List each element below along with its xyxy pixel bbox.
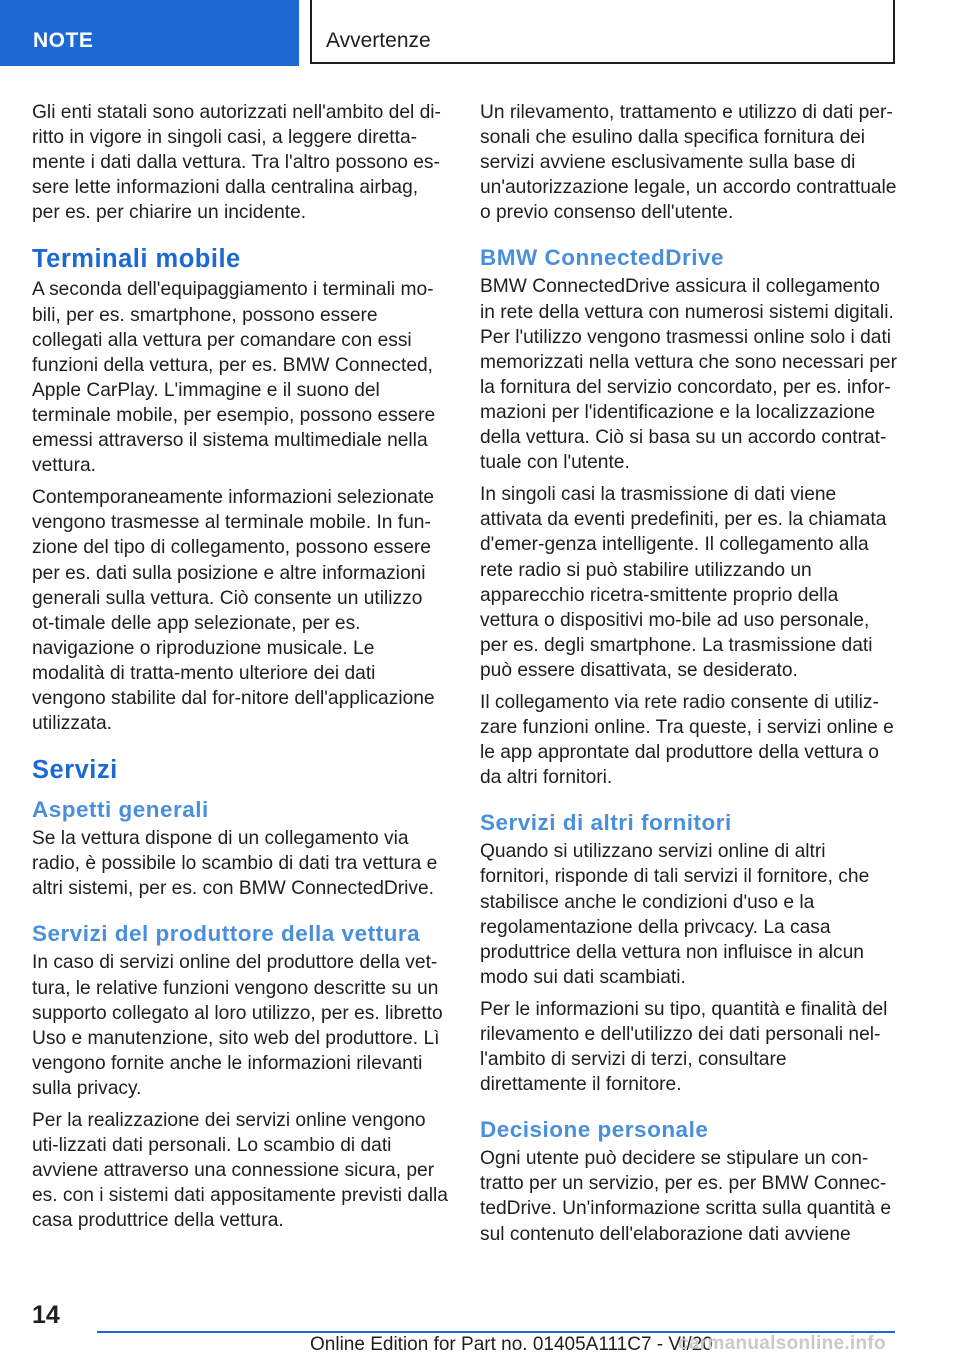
paragraph: Per le informazioni su tipo, quantità e finalità del rilevamento e dell'utilizzo dei dati personali nel-l'ambito di servizi di terzi, consultare direttamente il fornitore. bbox=[480, 998, 888, 1096]
paragraph: Il collegamento via rete radio consente di utiliz-zare funzioni online. Tra queste, i servizi online e le app approntate dal produttore della vettura o da altri fornitori. bbox=[480, 691, 894, 789]
heading-services: Servizi bbox=[32, 756, 118, 785]
subheading-general: Aspetti generali bbox=[32, 797, 209, 823]
paragraph: Per la realizzazione dei servizi online vengono uti-lizzati dati personali. Lo scambio di dati avviene attraverso una connessione sicura, per es. con i sistemi dati appositamente previsti dalla casa produttrice della vettura. bbox=[32, 1110, 448, 1232]
paragraph: Se la vettura dispone di un collegamento via radio, è possibile lo scambio di dati tra vettura e altri sistemi, per es. con BMW ConnectedDrive. bbox=[32, 828, 438, 900]
subheading-third-party-services: Servizi di altri fornitori bbox=[480, 810, 732, 836]
intro-paragraph: Gli enti statali sono autorizzati nell'ambito del di-ritto in vigore in singoli casi, a leggere diretta-mente i dati dalla vettura. Tra l'altro possono es-sere lette informazioni dalla centralina airbag, per es. per chiarire un incidente. bbox=[32, 102, 441, 224]
paragraph: BMW ConnectedDrive assicura il collegamento in rete della vettura con numerosi sistemi digitali. Per l'utilizzo vengono trasmessi online solo i dati memorizzati nella vettura che sono necessari per la fornitura del servizio concordato, per es. infor-mazioni per l'identificazione e la localizzazione della vettura. Ciò si basa su un accordo contrat-tuale con l'utente. bbox=[480, 276, 897, 474]
paragraph: In singoli casi la trasmissione di dati viene attivata da eventi predefiniti, per es. la chiamata d'emer-genza intelligente. Il collegamento alla rete radio si può stabilire utilizzando un apparecchio ricetra-smittente proprio della vettura o dispositivi mo-bile ad uso personale, per es. degli smartphone. La trasmissione dati può essere disattivata, se desiderato. bbox=[480, 484, 887, 681]
paragraph: A seconda dell'equipaggiamento i terminali mo-bili, per es. smartphone, possono essere collegati alla vettura per comandare con essi funzioni della vettura, per es. BMW Connected, Apple CarPlay. L'immagine e il suono del terminale mobile, per esempio, possono essere emessi attraverso il sistema multimediale nella vettura. bbox=[32, 279, 436, 477]
left-column bbox=[32, 100, 450, 1240]
page-header bbox=[0, 0, 960, 70]
right-column bbox=[480, 100, 898, 1254]
heading-mobile-terminals: Terminali mobile bbox=[32, 245, 241, 274]
edition-note: Online Edition for Part no. 01405A111C7 - VI/20 bbox=[310, 1334, 713, 1355]
subheading-manufacturer-services: Servizi del produttore della vettura bbox=[32, 921, 421, 947]
paragraph: Quando si utilizzano servizi online di altri fornitori, risponde di tali servizi il fornitore, che stabilisce anche le condizioni d'uso e la regolamentazione della privcacy. La casa produttrice della vettura non influisce in alcun modo sui dati scambiati. bbox=[480, 841, 870, 988]
subheading-personal-decision: Decisione personale bbox=[480, 1117, 709, 1143]
paragraph: In caso di servizi online del produttore della vet-tura, le relative funzioni vengono descritte su un supporto collegato al loro utilizzo, per es. libretto Uso e manutenzione, sito web del produttore. Lì vengono fornite anche le informazioni rilevanti sulla privacy. bbox=[32, 952, 443, 1099]
paragraph: Ogni utente può decidere se stipulare un con-tratto per un servizio, per es. per BMW Connec-tedDrive. Un'informazione scritta sulla quantità e sul contenuto dell'elaborazione dati avviene bbox=[480, 1148, 892, 1245]
paragraph: Contemporaneamente informazioni selezionate vengono trasmesse al terminale mobile. In fun-zione del tipo di collegamento, possono essere per es. dati sulla posizione e altre informazioni generali sulla vettura. Ciò consente un utilizzo ot-timale delle app selezionate, per es. navigazione o riproduzione musicale. Le modalità di tratta-mento ulteriore dei dati vengono stabilite dal for-nitore dell'applicazione utilizzata. bbox=[32, 487, 435, 735]
chapter-tab: NOTE bbox=[0, 0, 299, 66]
section-tab: Avvertenze bbox=[310, 0, 895, 64]
watermark: carmanualsonline.info bbox=[678, 1333, 886, 1354]
page-number: 14 bbox=[32, 1301, 60, 1329]
subheading-connected-drive: BMW ConnectedDrive bbox=[480, 245, 725, 271]
intro-paragraph: Un rilevamento, trattamento e utilizzo di dati per-sonali che esulino dalla specifica fornitura dei servizi avviene esclusivamente sulla base di un'autorizzazione legale, un accordo contrattuale o previo consenso dell'utente. bbox=[480, 102, 897, 224]
